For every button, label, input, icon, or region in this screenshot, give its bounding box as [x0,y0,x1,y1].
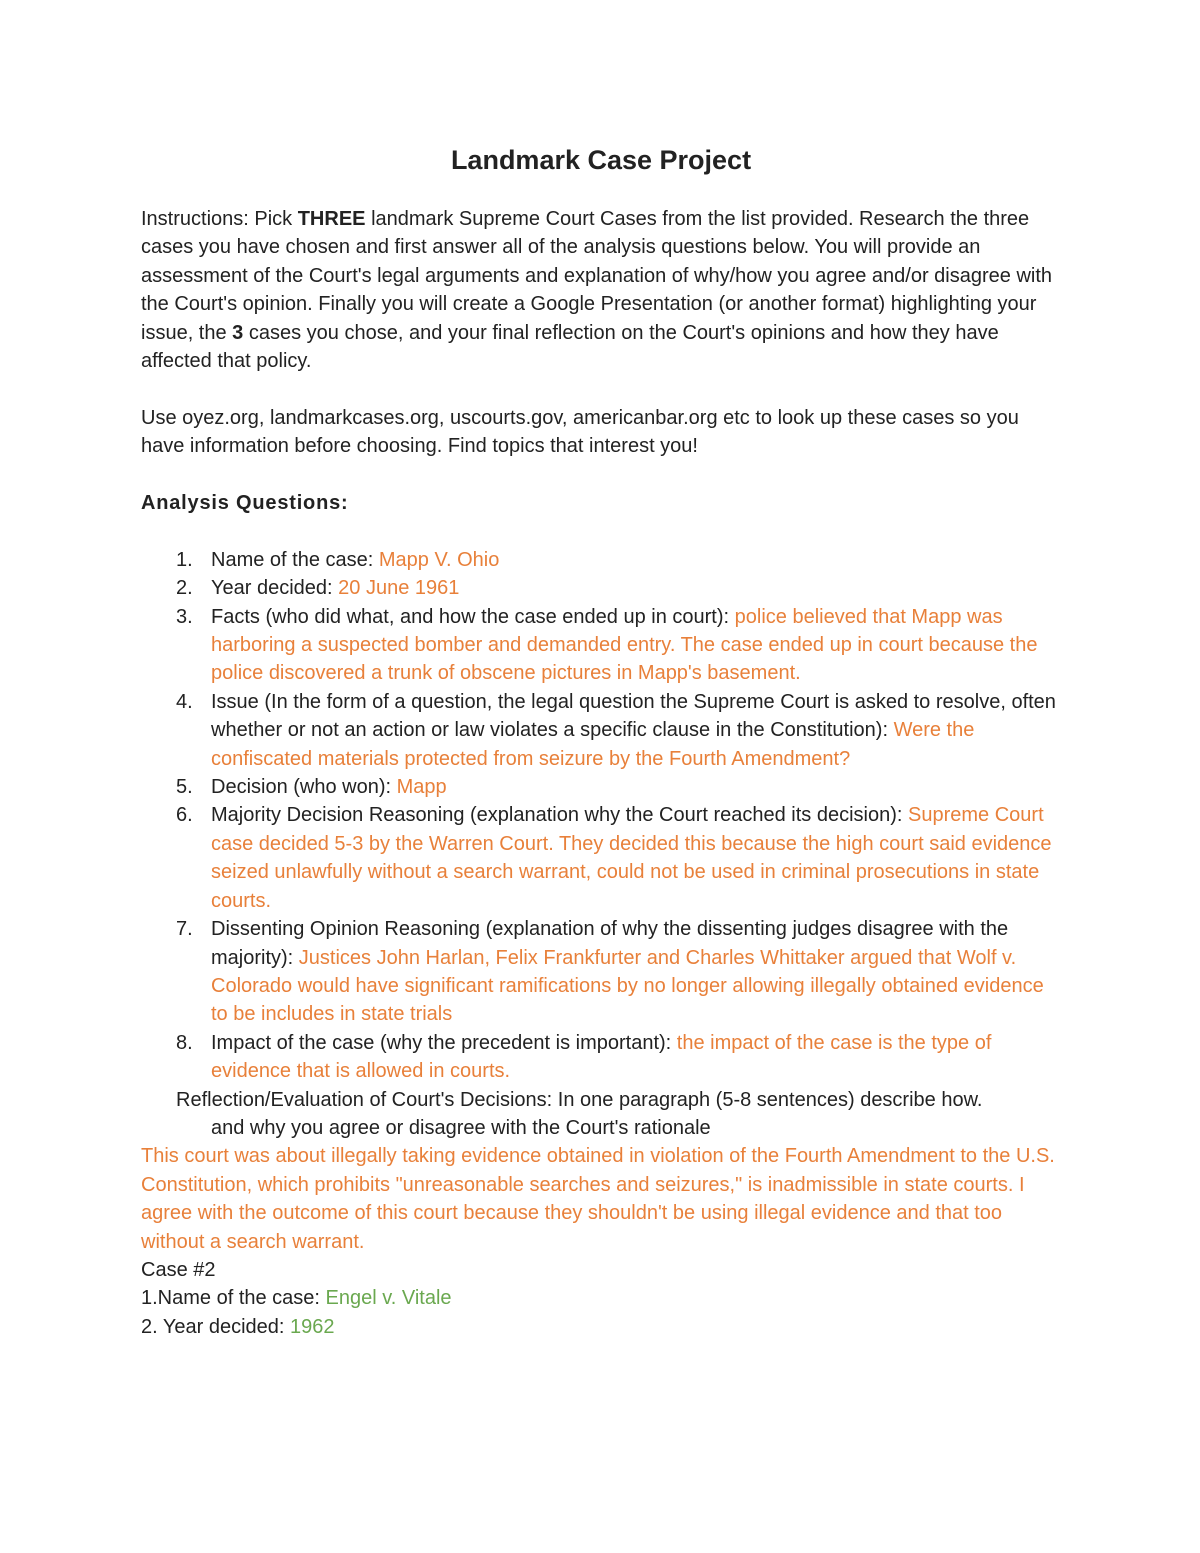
question-text: Decision (who won): [211,776,397,799]
case2-year-label: 2. Year decided: [141,1315,291,1338]
question-number: 2. [176,577,193,600]
resources-paragraph: Use oyez.org, landmarkcases.org, uscourts.gov, americanbar.org etc to look up these cases so you have information before choosing. Find topics that interest you! [141,406,1019,458]
answer-text: Were the confiscated materials protected from seizure by the Fourth Amendment? [211,719,975,770]
analysis-questions-list [141,546,1061,1086]
list-item [141,546,1061,574]
instructions-prefix: Instructions: Pick [141,208,298,230]
question-text: Impact of the case (why the precedent is important): [211,1031,677,1054]
spacer [141,461,1061,489]
answer-text: Mapp [396,776,447,799]
question-number: 3. [176,605,193,628]
reflection-prompt: Reflection/Evaluation of Court's Decisions: In one paragraph (5-8 sentences) describe how. [176,1088,983,1111]
instructions-three: THREE [297,208,366,230]
answer-text: 20 June 1961 [338,577,460,600]
answer-text: the impact of the case is the type of evidence that is allowed in courts. [211,1031,992,1083]
case2-heading: Case #2 [141,1258,216,1281]
question-text: Year decided: [211,577,339,600]
question-text: Issue (In the form of a question, the legal question the Supreme Court is asked to resolve, often whether or not an action or law violates a specific clause in the Constitution): [211,690,1056,742]
document-title: Landmark Case Project [450,145,752,175]
question-number: 4. [176,690,193,713]
analysis-heading: Analysis Questions: [141,492,349,515]
question-text: Name of the case: [211,548,379,571]
list-item [141,574,1061,602]
reflection-answer: This court was about illegally taking evidence obtained in violation of the Fourth Amendment to the U.S. Constitution, which prohibits "unreasonable searches and seizures," is inadmissible in state courts. I agree with the outcome of this court because they shouldn't be using illegal evidence and that too without a search warrant. [141,1145,1055,1253]
question-number: 6. [176,804,193,827]
instructions-middle: landmark Supreme Court Cases from the list provided. Research the three cases you have chosen and first answer all of the analysis questions below. You will provide an assessment of the Court's legal arguments and explanation of why/how you agree and/or disagree with the Court's opinion. Finally you will create a Google Presentation (or another format) highlighting your issue, the [141,208,1053,344]
list-item [141,688,1061,773]
document-page [141,140,1061,1341]
answer-text: Justices John Harlan, Felix Frankfurter and Charles Whittaker argued that Wolf v. Colorado would have significant ramifications by no longer allowing illegally obtained evidence to be includes in state trials [211,946,1044,1026]
list-item [141,915,1061,1029]
list-item [141,801,1061,915]
instructions-paragraph [141,205,1061,375]
question-text: Facts (who did what, and how the case ended up in court): [211,605,735,628]
case2-year-row [141,1313,1061,1341]
answer-text: Supreme Court case decided 5-3 by the Warren Court. They decided this because the high court said evidence seized unlawfully without a search warrant, could not be used in criminal prosecutions in state courts. [211,804,1052,912]
question-text: Dissenting Opinion Reasoning (explanation of why the dissenting judges disagree with the majority): [211,918,1009,969]
question-number: 5. [176,776,193,799]
question-number: 8. [176,1031,193,1054]
question-number: 7. [176,918,193,941]
answer-text: police believed that Mapp was harboring a suspected bomber and demanded entry. The case ended up in court because the police discovered a trunk of obscene pictures in Mapp's basement. [211,605,1038,685]
case2-name-answer: Engel v. Vitale [325,1287,452,1310]
instructions-suffix: cases you chose, and your final reflection on the Court's opinions and how they have affected that policy. [141,321,999,373]
case2-name-label: 1.Name of the case: [141,1287,326,1310]
list-item [141,603,1061,688]
spacer [141,375,1061,403]
question-number: 1. [176,548,193,571]
case2-year-answer: 1962 [290,1315,335,1338]
instructions-three-num: 3 [232,321,244,344]
question-text: Majority Decision Reasoning (explanation why the Court reached its decision): [211,804,909,827]
case2-name-row [141,1284,1061,1312]
answer-text: Mapp V. Ohio [378,548,500,571]
spacer [141,517,1061,545]
reflection-prompt-continued: and why you agree or disagree with the Court's rationale [211,1116,711,1139]
list-item [141,1029,1061,1086]
list-item [141,773,1061,801]
